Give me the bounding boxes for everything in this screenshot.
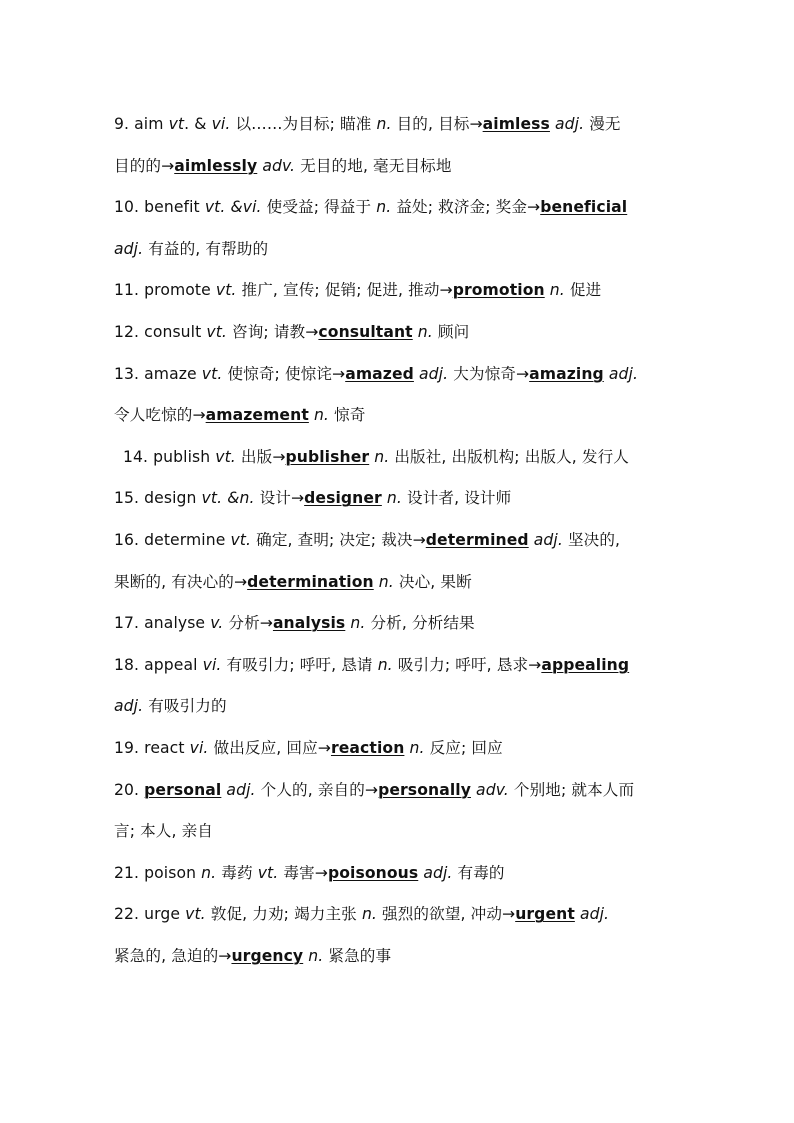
answer-word: promotion	[452, 281, 545, 300]
line-text: 21. poison	[114, 863, 202, 882]
vocabulary-list	[114, 104, 694, 977]
part-of-speech: adj.	[579, 905, 610, 924]
answer-word: urgency	[231, 946, 304, 965]
line-text: 有益的, 有帮助的	[143, 239, 269, 258]
line-text: 以……为目标; 瞄准	[230, 115, 377, 133]
line-text: 出版→	[235, 447, 286, 466]
answer-word: poisonous	[327, 863, 419, 882]
line-text: 出版社, 出版机构; 出版人, 发行人	[389, 447, 629, 466]
answer-word: designer	[304, 489, 382, 508]
part-of-speech: vt.	[230, 530, 252, 549]
line-text: 个别地; 就本人而	[508, 780, 635, 799]
vocab-line	[114, 770, 694, 812]
vocab-line	[114, 104, 694, 146]
vocab-line	[114, 520, 694, 562]
line-text: 18. appeal	[114, 655, 203, 674]
line-text: 决心, 果断	[393, 572, 472, 591]
line-text: 毒药	[216, 863, 258, 882]
line-text: 设计者, 设计师	[401, 489, 512, 508]
vocab-line	[114, 354, 694, 396]
line-text: 设计→	[254, 489, 305, 508]
part-of-speech: vt.	[206, 322, 227, 341]
line-text: 12. consult	[114, 322, 207, 341]
part-of-speech: n.	[386, 489, 402, 508]
part-of-speech: vt.	[257, 863, 279, 882]
part-of-speech: vi.	[211, 115, 231, 133]
answer-word: personally	[378, 780, 471, 799]
part-of-speech: vt. &n.	[201, 489, 255, 508]
line-text: 促进	[564, 281, 602, 300]
vocab-line	[114, 437, 694, 479]
part-of-speech: adj.	[226, 780, 256, 799]
line-text: 顾问	[432, 322, 470, 341]
answer-word: appealing	[541, 655, 630, 674]
line-text: 有吸引力的	[143, 697, 227, 716]
part-of-speech: vi.	[202, 655, 222, 674]
line-text: 11. promote	[114, 281, 216, 300]
part-of-speech: adj.	[114, 697, 144, 716]
line-text: 22. urge	[114, 905, 186, 924]
vocab-line	[114, 645, 694, 687]
line-text: 有毒的	[452, 863, 505, 882]
answer-word: amazing	[529, 364, 604, 383]
part-of-speech: vt. &vi.	[204, 198, 262, 217]
part-of-speech: vt.	[215, 447, 236, 466]
answer-word: aimlessly	[174, 156, 258, 175]
part-of-speech: adj.	[555, 115, 585, 133]
answer-word: beneficial	[540, 198, 628, 217]
line-text: 目的的→	[114, 156, 175, 175]
part-of-speech: adj.	[418, 364, 449, 383]
part-of-speech: v.	[210, 614, 224, 633]
vocab-line	[114, 936, 694, 978]
line-text: 敦促, 力劝; 竭力主张	[205, 905, 362, 924]
line-text: 16. determine	[114, 530, 231, 549]
vocab-line	[114, 270, 694, 312]
part-of-speech: adj.	[608, 364, 639, 383]
answer-word: determined	[425, 530, 529, 549]
answer-word: consultant	[318, 322, 413, 341]
line-text: 大为惊奇→	[448, 364, 530, 383]
line-text: 咨询; 请教→	[226, 322, 319, 341]
part-of-speech: adj.	[114, 239, 144, 258]
part-of-speech: vt.	[201, 364, 223, 383]
line-text: 令人吃惊的→	[114, 406, 206, 425]
part-of-speech: n.	[409, 738, 425, 757]
line-text: 9. aim	[114, 115, 169, 133]
part-of-speech: vt	[168, 115, 185, 133]
line-text: 坚决的,	[562, 530, 621, 549]
line-text: 分析, 分析结果	[365, 614, 475, 633]
line-text: 无目的地, 毫无目标地	[295, 156, 452, 175]
answer-word: publisher	[285, 447, 370, 466]
vocab-line	[114, 811, 694, 853]
part-of-speech: n.	[377, 655, 393, 674]
line-text: 14. publish	[123, 447, 216, 466]
line-text: 强烈的欲望, 冲动→	[376, 905, 516, 924]
vocab-line	[114, 478, 694, 520]
line-text: 13. amaze	[114, 364, 202, 383]
answer-word: urgent	[515, 905, 575, 924]
vocab-line	[114, 894, 694, 936]
line-text: 15. design	[114, 489, 202, 508]
line-text: 果断的, 有决心的→	[114, 572, 248, 591]
part-of-speech: adj.	[533, 530, 563, 549]
vocab-line	[114, 603, 694, 645]
answer-word: personal	[144, 780, 222, 799]
vocab-line	[114, 187, 694, 229]
part-of-speech: n.	[350, 614, 366, 633]
answer-word: aimless	[482, 115, 550, 133]
line-text: 紧急的, 急迫的→	[114, 946, 232, 965]
part-of-speech: n.	[417, 322, 433, 341]
answer-word: amazed	[345, 364, 414, 383]
part-of-speech: n.	[308, 946, 324, 965]
line-text: 使惊奇; 使惊诧→	[222, 364, 346, 383]
vocab-line	[114, 146, 694, 188]
line-text: 使受益; 得益于	[261, 198, 377, 217]
part-of-speech: vt.	[185, 905, 206, 924]
line-text: 毒害→	[278, 863, 328, 882]
line-text: 反应; 回应	[424, 738, 503, 757]
line-text: 有吸引力; 呼吁, 恳请	[221, 655, 378, 674]
answer-word: determination	[247, 572, 374, 591]
line-text: 紧急的事	[323, 946, 392, 965]
line-text: 做出反应, 回应→	[208, 738, 331, 757]
part-of-speech: n.	[313, 406, 329, 425]
part-of-speech: vi.	[189, 738, 209, 757]
line-text: 惊奇	[328, 406, 366, 425]
line-text: 推广, 宣传; 促销; 促进, 推动→	[236, 281, 453, 300]
line-text: 20.	[114, 780, 145, 799]
part-of-speech: n.	[374, 447, 390, 466]
line-text: 益处; 救济金; 奖金→	[391, 198, 541, 217]
answer-word: analysis	[272, 614, 346, 633]
line-text: 10. benefit	[114, 198, 205, 217]
vocab-line	[114, 562, 694, 604]
part-of-speech: n.	[378, 572, 394, 591]
part-of-speech: n.	[549, 281, 565, 300]
part-of-speech: vt.	[215, 281, 237, 300]
line-text: 漫无	[584, 115, 621, 133]
line-text: 分析→	[223, 614, 273, 633]
line-text: 言; 本人, 亲自	[114, 822, 213, 841]
part-of-speech: adv.	[262, 156, 296, 175]
part-of-speech: adv.	[476, 780, 509, 799]
part-of-speech: n.	[376, 198, 392, 217]
vocab-line	[114, 728, 694, 770]
vocab-line	[114, 312, 694, 354]
part-of-speech: n.	[376, 115, 392, 133]
vocab-line	[114, 686, 694, 728]
vocab-line	[114, 395, 694, 437]
part-of-speech: adj.	[423, 863, 453, 882]
vocab-line	[114, 853, 694, 895]
line-text: 确定, 查明; 决定; 裁决→	[251, 530, 426, 549]
answer-word: reaction	[330, 738, 405, 757]
line-text: 目的, 目标→	[391, 115, 483, 133]
vocab-line	[114, 229, 694, 271]
line-text: 吸引力; 呼吁, 恳求→	[392, 655, 542, 674]
part-of-speech: n.	[361, 905, 377, 924]
answer-word: amazement	[205, 406, 309, 425]
line-text: . &	[184, 115, 212, 133]
line-text: 个人的, 亲自的→	[255, 780, 379, 799]
line-text: 17. analyse	[114, 614, 211, 633]
line-text: 19. react	[114, 738, 190, 757]
part-of-speech: n.	[201, 863, 217, 882]
